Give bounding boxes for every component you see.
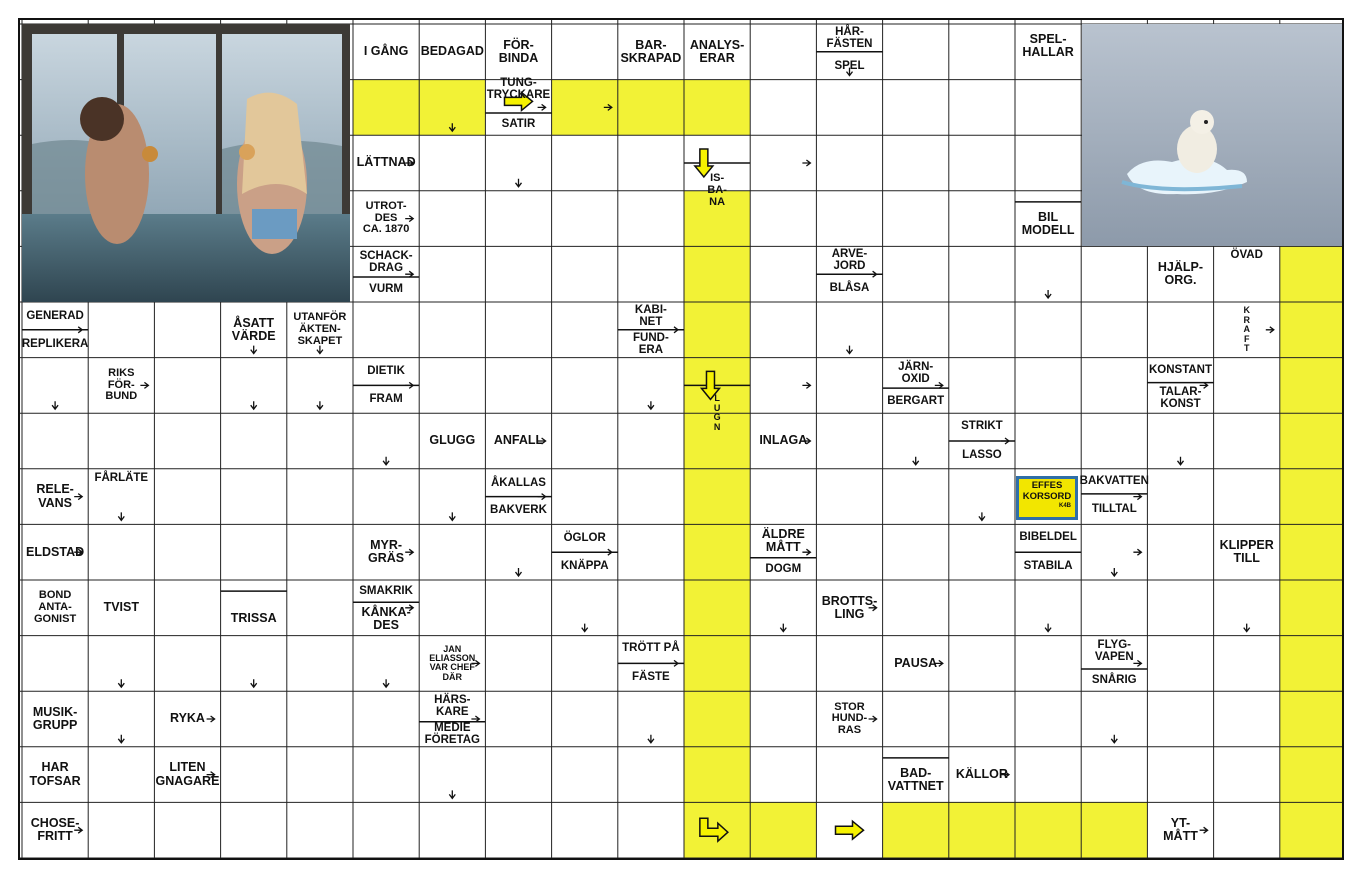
answer-cell-highlight[interactable]	[684, 636, 750, 692]
direction-arrow-icon	[383, 457, 389, 465]
clue-kraft: K R A F T	[1243, 305, 1250, 353]
direction-arrow-icon	[538, 104, 546, 110]
answer-cell-highlight[interactable]	[1280, 580, 1344, 636]
clue-arvejord: ARVE- JORD	[831, 248, 868, 273]
clue-myrgras: MYR- GRÄS	[368, 538, 405, 566]
direction-arrow-icon	[118, 735, 124, 743]
direction-arrow-icon	[118, 512, 124, 520]
clue-dogm: DOGM	[765, 562, 802, 575]
clue-schackdrag: SCHACK- DRAG	[359, 249, 413, 274]
clue-badvattnet: BAD- VATTNET	[887, 766, 944, 794]
answer-cell-highlight[interactable]	[353, 80, 419, 136]
answer-cell-highlight[interactable]	[1280, 358, 1344, 414]
clue-musikgrupp: MUSIK- GRUPP	[32, 704, 78, 732]
big-right-arrow-icon	[836, 821, 864, 839]
direction-arrow-icon	[1111, 568, 1117, 576]
clue-flygvapen: FLYG- VAPEN	[1094, 638, 1134, 663]
badge-line1: EFFES	[1031, 480, 1063, 491]
clue-vurm: VURM	[369, 283, 404, 296]
clue-bakvatten: BAKVATTEN	[1079, 475, 1149, 488]
clue-bakverk: BAKVERK	[490, 504, 547, 517]
clue-har-tofsar: HAR TOFSAR	[29, 760, 81, 788]
clue-tilltal: TILLTAL	[1091, 503, 1137, 516]
clue-knappa: KNÄPPA	[560, 560, 609, 573]
clue-utanfor: UTANFÖR ÄKTEN- SKAPET	[293, 311, 347, 347]
answer-cell-highlight[interactable]	[1280, 802, 1344, 858]
clue-kabinet: KABI- NET	[634, 303, 667, 328]
clue-tvist: TVIST	[103, 600, 139, 615]
clue-stabila: STABILA	[1023, 560, 1073, 573]
clue-lattnad: LÄTTNAD	[356, 155, 416, 170]
crossword-board	[18, 18, 1344, 860]
direction-arrow-icon	[1045, 624, 1051, 632]
direction-arrow-icon	[582, 624, 588, 632]
answer-cell-highlight[interactable]	[684, 580, 750, 636]
clue-lasso: LASSO	[962, 448, 1002, 461]
direction-arrow-icon	[251, 679, 257, 687]
answer-cell-highlight[interactable]	[1280, 524, 1344, 580]
clue-jan-eliasson: JAN ELIASSON VAR CHEF DÄR	[429, 643, 476, 682]
answer-cell-highlight[interactable]	[1280, 691, 1344, 747]
direction-arrow-icon	[251, 401, 257, 409]
clue-mediefortag: MEDIE FÖRETAG	[424, 722, 480, 747]
direction-arrow-icon	[1111, 735, 1117, 743]
clue-stor-hundras: STOR HUND- RAS	[831, 700, 868, 736]
clue-satir: SATIR	[501, 118, 536, 131]
clue-aldre-matt: ÄLDRE MÅTT	[761, 526, 805, 555]
direction-arrow-icon	[979, 512, 985, 520]
answer-cell-highlight[interactable]	[883, 802, 949, 858]
direction-arrow-icon	[1133, 549, 1141, 555]
clue-tungtryckare: TUNG- TRYCKARE	[486, 77, 551, 102]
direction-arrow-icon	[1244, 624, 1250, 632]
answer-cell-highlight[interactable]	[1280, 246, 1344, 302]
clue-brottsling: BROTTS- LING	[821, 593, 878, 621]
clue-trissa: TRISSA	[230, 611, 277, 626]
clue-klipper-till: KLIPPER TILL	[1219, 538, 1274, 566]
direction-arrow-icon	[847, 346, 853, 354]
clue-chosefritt: CHOSE- FRITT	[30, 816, 80, 844]
clue-snarig: SNÅRIG	[1091, 674, 1137, 687]
clue-kankades: KÅNKA- DES	[361, 604, 411, 632]
answer-cell-highlight[interactable]	[1280, 413, 1344, 469]
direction-arrow-icon	[52, 401, 58, 409]
clue-riksforbund: RIKS FÖR- BUND	[105, 367, 138, 403]
clue-bibeldel: BIBELDEL	[1019, 530, 1077, 543]
clue-kallor: KÄLLOR	[955, 767, 1008, 782]
direction-arrow-icon	[317, 401, 323, 409]
polar-bear-photo	[1082, 24, 1344, 246]
answer-cell-highlight[interactable]	[1280, 469, 1344, 525]
clue-analyserar: ANALYS- ERAR	[689, 37, 745, 65]
answer-cell-highlight[interactable]	[1280, 747, 1344, 803]
answer-cell-highlight[interactable]	[684, 469, 750, 525]
clue-fundera: FUND- ERA	[633, 331, 669, 356]
effes-korsord-badge	[1016, 476, 1078, 520]
clue-harskare: HÄRS- KARE	[434, 694, 471, 719]
clue-replikera: REPLIKERA	[21, 337, 89, 350]
direction-arrow-icon	[648, 401, 654, 409]
clue-akallas: ÅKALLAS	[491, 476, 546, 489]
clue-fram: FRAM	[369, 393, 403, 406]
clue-oglor: ÖGLOR	[563, 532, 606, 545]
direction-arrow-icon	[1045, 290, 1051, 298]
direction-arrow-icon	[516, 568, 522, 576]
clue-liten-gnagare: LITEN GNAGARE	[155, 760, 220, 788]
clue-hjalporg: HJÄLP- ORG.	[1157, 260, 1204, 288]
clue-talarkonst: TALAR- KONST	[1159, 385, 1202, 410]
direction-arrow-icon	[449, 512, 455, 520]
answer-cell-highlight[interactable]	[1280, 636, 1344, 692]
answer-cell-highlight[interactable]	[684, 302, 750, 358]
answer-cell-highlight[interactable]	[750, 802, 816, 858]
direction-arrow-icon	[648, 735, 654, 743]
clue-ytmatt: YT- MÅTT	[1163, 816, 1198, 844]
direction-arrow-icon	[780, 624, 786, 632]
direction-arrow-icon	[383, 679, 389, 687]
clue-bedagad: BEDAGAD	[420, 44, 484, 59]
clue-utrotdes: UTROT- DES CA. 1870	[362, 200, 410, 236]
clue-farlate: FÅRLÄTE	[94, 472, 149, 485]
clue-strikt: STRIKT	[961, 419, 1003, 432]
clue-spel: SPEL	[834, 59, 865, 72]
direction-arrow-icon	[802, 382, 810, 388]
answer-cell-highlight[interactable]	[684, 80, 750, 136]
answer-cell-highlight[interactable]	[684, 524, 750, 580]
clue-isbana: IS- BA- NA	[707, 172, 727, 208]
direction-arrow-icon	[118, 679, 124, 687]
clue-forbinda: FÖR- BINDA	[498, 37, 539, 65]
badge-line3: K4B	[1058, 502, 1071, 509]
answer-cell-highlight[interactable]	[1081, 802, 1147, 858]
clue-bondantagonist: BOND ANTA- GONIST	[34, 589, 77, 625]
direction-arrow-icon	[802, 160, 810, 166]
clue-generad: GENERAD	[26, 309, 84, 322]
direction-arrow-icon	[449, 790, 455, 798]
answer-cell-highlight[interactable]	[684, 691, 750, 747]
clue-ovad: ÖVAD	[1230, 248, 1263, 261]
clue-anfall: ANFALL	[493, 433, 544, 448]
answer-cell-highlight[interactable]	[1015, 802, 1081, 858]
clue-eldstad: ELDSTAD	[26, 544, 85, 559]
clue-bilmodell: BIL MODELL	[1021, 210, 1075, 238]
clue-blasa: BLÅSA	[829, 282, 870, 295]
answer-cell-highlight[interactable]	[949, 802, 1015, 858]
clue-faste: FÄSTE	[632, 671, 670, 684]
badge-line2: KORSORD	[1022, 490, 1072, 502]
clue-inlaga: INLAGA	[759, 433, 808, 448]
clue-dietik: DIETIK	[367, 365, 405, 378]
clue-asatt-varde: ÅSATT VÄRDE	[231, 315, 276, 343]
direction-arrow-icon	[1178, 457, 1184, 465]
clue-bergart: BERGART	[887, 394, 945, 407]
clue-jarnoxid: JÄRN- OXID	[898, 360, 934, 385]
clue-harfasten: HÅR- FÄSTEN	[826, 25, 873, 50]
clue-pausa: PAUSA	[894, 655, 938, 670]
answer-cell-highlight[interactable]	[684, 747, 750, 803]
direction-arrow-icon	[913, 457, 919, 465]
clue-ryka: RYKA	[170, 711, 205, 726]
clue-i-gang: I GÅNG	[363, 44, 409, 59]
clue-relevans: RELE- VANS	[36, 482, 74, 510]
clue-lugn: L U G N	[713, 393, 721, 432]
clue-trott-pa: TRÖTT PÅ	[622, 642, 680, 655]
pool-photo	[22, 24, 350, 302]
clue-konstant: KONSTANT	[1148, 364, 1212, 377]
answer-cell-highlight[interactable]	[684, 246, 750, 302]
clue-glugg: GLUGG	[429, 433, 476, 448]
direction-arrow-icon	[516, 179, 522, 187]
answer-cell-highlight[interactable]	[1280, 302, 1344, 358]
clue-barskrapad: BAR- SKRAPAD	[620, 37, 682, 65]
answer-cell-highlight[interactable]	[618, 80, 684, 136]
clue-smakrik: SMAKRIK	[359, 585, 413, 598]
clue-spelhallar: SPEL- HALLAR	[1022, 32, 1074, 60]
